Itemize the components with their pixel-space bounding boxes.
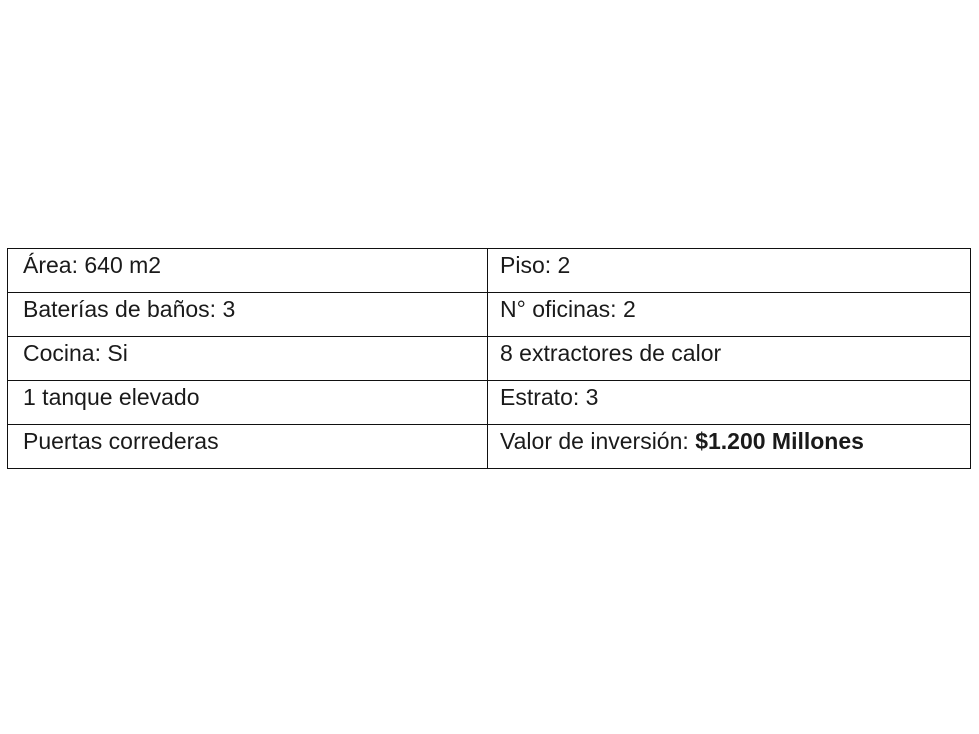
investment-value-cell bbox=[488, 425, 971, 469]
table-row bbox=[8, 249, 971, 293]
water-tank-cell: 1 tanque elevado bbox=[8, 381, 488, 425]
table-row bbox=[8, 293, 971, 337]
table-row bbox=[8, 381, 971, 425]
property-details-table bbox=[7, 248, 971, 469]
table-row bbox=[8, 337, 971, 381]
stratum-cell: Estrato: 3 bbox=[488, 381, 971, 425]
heat-extractors-cell: 8 extractores de calor bbox=[488, 337, 971, 381]
area-cell: Área: 640 m2 bbox=[8, 249, 488, 293]
kitchen-cell: Cocina: Si bbox=[8, 337, 488, 381]
sliding-doors-cell: Puertas correderas bbox=[8, 425, 488, 469]
offices-cell: N° oficinas: 2 bbox=[488, 293, 971, 337]
table-row bbox=[8, 425, 971, 469]
investment-label: Valor de inversión: bbox=[500, 428, 696, 454]
bathrooms-cell: Baterías de baños: 3 bbox=[8, 293, 488, 337]
investment-amount: $1.200 Millones bbox=[695, 428, 864, 454]
floor-cell: Piso: 2 bbox=[488, 249, 971, 293]
